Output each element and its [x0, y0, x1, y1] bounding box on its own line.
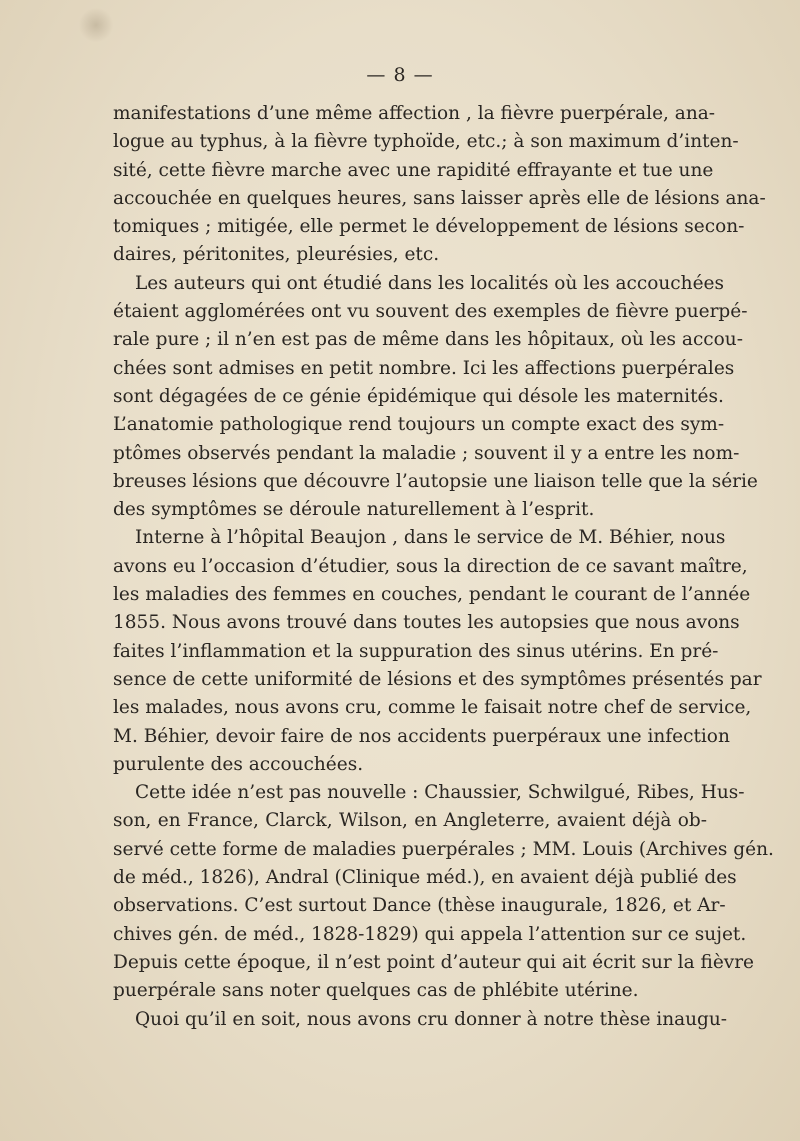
text-line: chives gén. de méd., 1828-1829) qui appela l’attention sur ce sujet.	[113, 923, 747, 945]
text-line: purulente des accouchées.	[113, 753, 364, 775]
text-line: servé cette forme de maladies puerpérales ; MM. Louis (Archives gén.	[113, 838, 774, 860]
text-line: observations. C’est surtout Dance (thèse inaugurale, 1826, et Ar-	[113, 895, 726, 917]
text-line: sont dégagées de ce génie épidémique qui désole les maternités.	[113, 385, 724, 407]
text-line: des symptômes se déroule naturellement à l’esprit.	[113, 499, 595, 521]
text-line: sence de cette uniformité de lésions et des symptômes présentés par	[113, 668, 762, 690]
text-line: rale pure ; il n’en est pas de même dans les hôpitaux, où les accou-	[113, 329, 743, 351]
text-line: 1855. Nous avons trouvé dans toutes les autopsies que nous avons	[113, 612, 740, 634]
text-line: accouchée en quelques heures, sans laisser après elle de lésions ana-	[113, 187, 766, 209]
text-line: son, en France, Clarck, Wilson, en Angleterre, avaient déjà ob-	[113, 810, 707, 832]
text-line: logue au typhus, à la fièvre typhoïde, etc.; à son maximum d’inten-	[113, 131, 739, 153]
text-line: M. Béhier, devoir faire de nos accidents puerpéraux une infection	[113, 725, 730, 747]
paper-stain	[78, 8, 114, 42]
text-line: étaient agglomérées ont vu souvent des exemples de fièvre puerpé-	[113, 301, 748, 323]
page-number: — 8 —	[366, 64, 434, 86]
body-text	[113, 100, 774, 1034]
text-line: L’anatomie pathologique rend toujours un compte exact des sym-	[113, 414, 725, 436]
text-line: Quoi qu’il en soit, nous avons cru donner à notre thèse inaugu-	[135, 1008, 728, 1030]
text-line: avons eu l’occasion d’étudier, sous la direction de ce savant maître,	[113, 555, 748, 577]
text-line: faites l’inflammation et la suppuration des sinus utérins. En pré-	[113, 640, 719, 662]
text-line: les maladies des femmes en couches, pendant le courant de l’année	[113, 584, 751, 606]
text-line: les malades, nous avons cru, comme le faisait notre chef de service,	[113, 697, 752, 719]
text-line: ptômes observés pendant la maladie ; souvent il y a entre les nom-	[113, 442, 740, 464]
text-line: daires, péritonites, pleurésies, etc.	[113, 244, 440, 266]
text-line: breuses lésions que découvre l’autopsie une liaison telle que la série	[113, 470, 758, 492]
text-line: de méd., 1826), Andral (Clinique méd.), en avaient déjà publié des	[113, 867, 737, 889]
text-line: Depuis cette époque, il n’est point d’auteur qui ait écrit sur la fièvre	[113, 951, 755, 973]
text-line: Interne à l’hôpital Beaujon , dans le service de M. Béhier, nous	[135, 527, 726, 549]
text-line: Cette idée n’est pas nouvelle : Chaussier, Schwilgué, Ribes, Hus-	[135, 782, 745, 804]
text-line: chées sont admises en petit nombre. Ici les affections puerpérales	[113, 357, 735, 379]
text-line: manifestations d’une même affection , la fièvre puerpérale, ana-	[113, 103, 716, 124]
text-line: tomiques ; mitigée, elle permet le développement de lésions secon-	[113, 216, 745, 238]
text-line: puerpérale sans noter quelques cas de phlébite utérine.	[113, 980, 639, 1002]
text-line: Les auteurs qui ont étudié dans les localités où les accouchées	[135, 272, 724, 294]
text-line: sité, cette fièvre marche avec une rapidité effrayante et tue une	[113, 159, 714, 181]
